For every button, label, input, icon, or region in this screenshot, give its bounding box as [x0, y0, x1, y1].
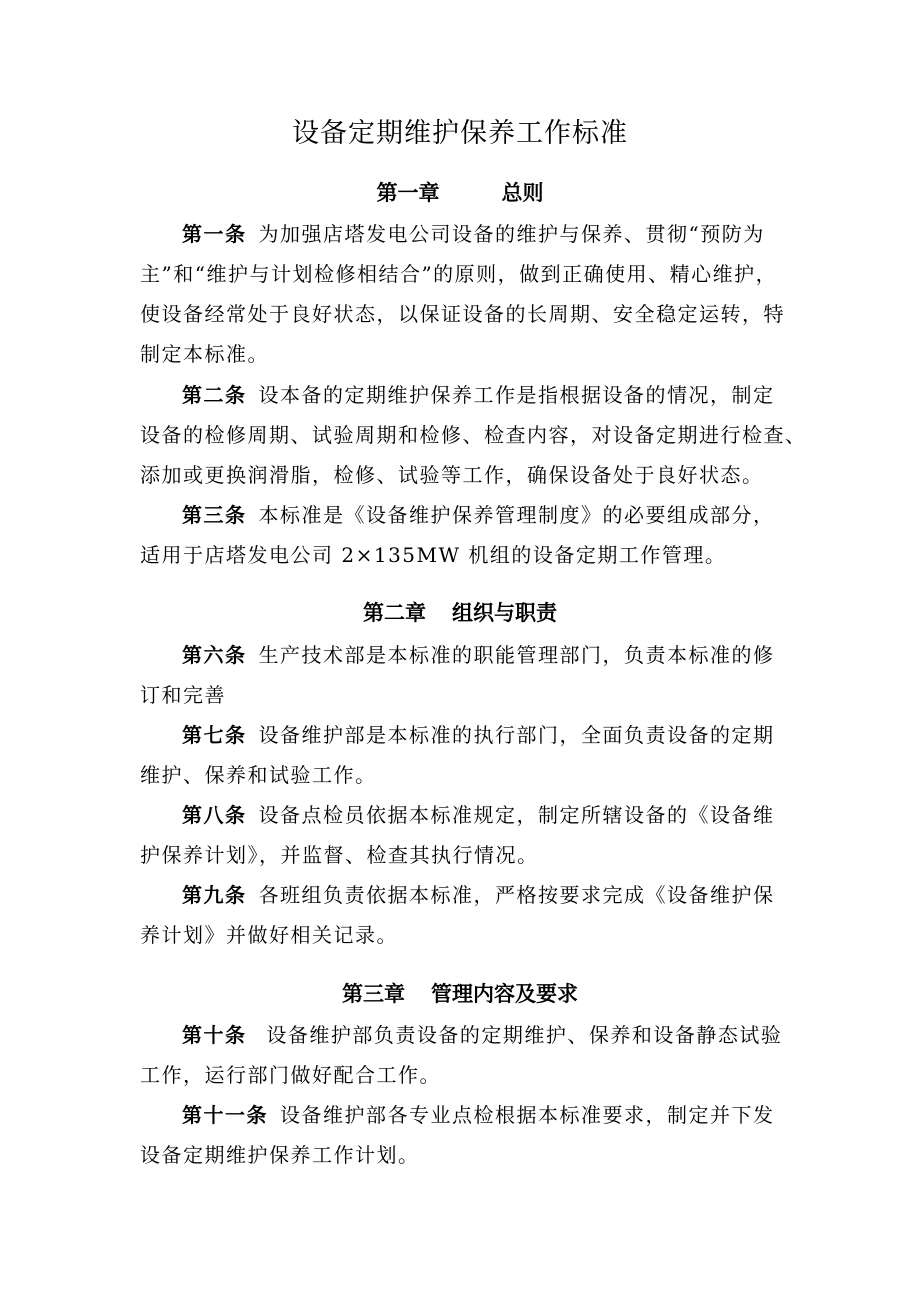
- article-label: 第二条: [182, 383, 247, 407]
- article-label: 第十一条: [182, 1103, 268, 1127]
- article-text-line: 设备维护部负责设备的定期维护、保养和设备静态试验: [258, 1023, 783, 1047]
- article-text-line: 设备维护部各专业点检根据本标准要求，制定并下发: [280, 1103, 775, 1127]
- chapter-heading-2: [0, 598, 920, 628]
- article-10: [140, 1015, 788, 1095]
- article-text-line: 设备定期维护保养工作计划。: [140, 1143, 420, 1167]
- document-title: 设备定期维护保养工作标准: [292, 118, 628, 149]
- chapter-title: 组织与职责: [452, 600, 557, 625]
- article-text-line: 设备点检员依据本标准规定，制定所辖设备的《设备维: [258, 803, 775, 827]
- chapter-heading-1: [0, 178, 920, 208]
- article-text-line: 生产技术部是本标准的职能管理部门，负责本标准的修: [258, 643, 775, 667]
- article-text-line: 订和完善: [140, 683, 226, 707]
- article-label: 第六条: [182, 643, 247, 667]
- article-label: 第三条: [182, 503, 247, 527]
- chapter-number: 第三章: [342, 981, 405, 1006]
- article-1: [140, 214, 788, 374]
- article-label: 第十条: [182, 1023, 247, 1047]
- article-text-line: 主”和“维护与计划检修相结合”的原则，做到正确使用、精心维护，: [140, 262, 778, 286]
- article-label: 第一条: [182, 222, 247, 246]
- article-3: [140, 495, 788, 575]
- article-label: 第九条: [182, 883, 247, 907]
- chapter-title: 管理内容及要求: [431, 981, 578, 1006]
- article-2: [140, 375, 807, 495]
- article-text-line: 护保养计划》，并监督、检查其执行情况。: [140, 843, 539, 867]
- article-text-line: 添加或更换润滑脂，检修、试验等工作，确保设备处于良好状态。: [140, 463, 764, 487]
- article-text-line: 维护、保养和试验工作。: [140, 763, 377, 787]
- article-text-line: 设本备的定期维护保养工作是指根据设备的情况，制定: [258, 383, 775, 407]
- article-text-line: 适用于店塔发电公司 2×135MW 机组的设备定期工作管理。: [140, 543, 727, 567]
- article-9: [140, 875, 788, 955]
- article-text-line: 设备的检修周期、试验周期和检修、检查内容，对设备定期进行检查、: [140, 423, 807, 447]
- article-label: 第八条: [182, 803, 247, 827]
- article-label: 第七条: [182, 723, 247, 747]
- article-7: [140, 715, 788, 795]
- article-text-line: 为加强店塔发电公司设备的维护与保养、贯彻“预防为: [258, 222, 765, 246]
- article-text-line: 设备维护部是本标准的执行部门，全面负责设备的定期: [258, 723, 775, 747]
- article-6: [140, 635, 788, 715]
- article-text-line: 制定本标准。: [140, 342, 269, 366]
- article-text-line: 各班组负责依据本标准，严格按要求完成《设备维护保: [258, 883, 775, 907]
- article-8: [140, 795, 788, 875]
- chapter-title: 总则: [501, 180, 544, 205]
- chapter-heading-3: [0, 979, 920, 1009]
- article-11: [140, 1095, 788, 1175]
- chapter-number: 第一章: [376, 180, 440, 205]
- article-text-line: 养计划》并做好相关记录。: [140, 923, 398, 947]
- chapter-number: 第二章: [363, 600, 426, 625]
- article-text-line: 本标准是《设备维护保养管理制度》的必要组成部分，: [258, 503, 775, 527]
- article-text-line: 工作，运行部门做好配合工作。: [140, 1063, 441, 1087]
- article-text-line: 使设备经常处于良好状态，以保证设备的长周期、安全稳定运转，特: [140, 302, 785, 326]
